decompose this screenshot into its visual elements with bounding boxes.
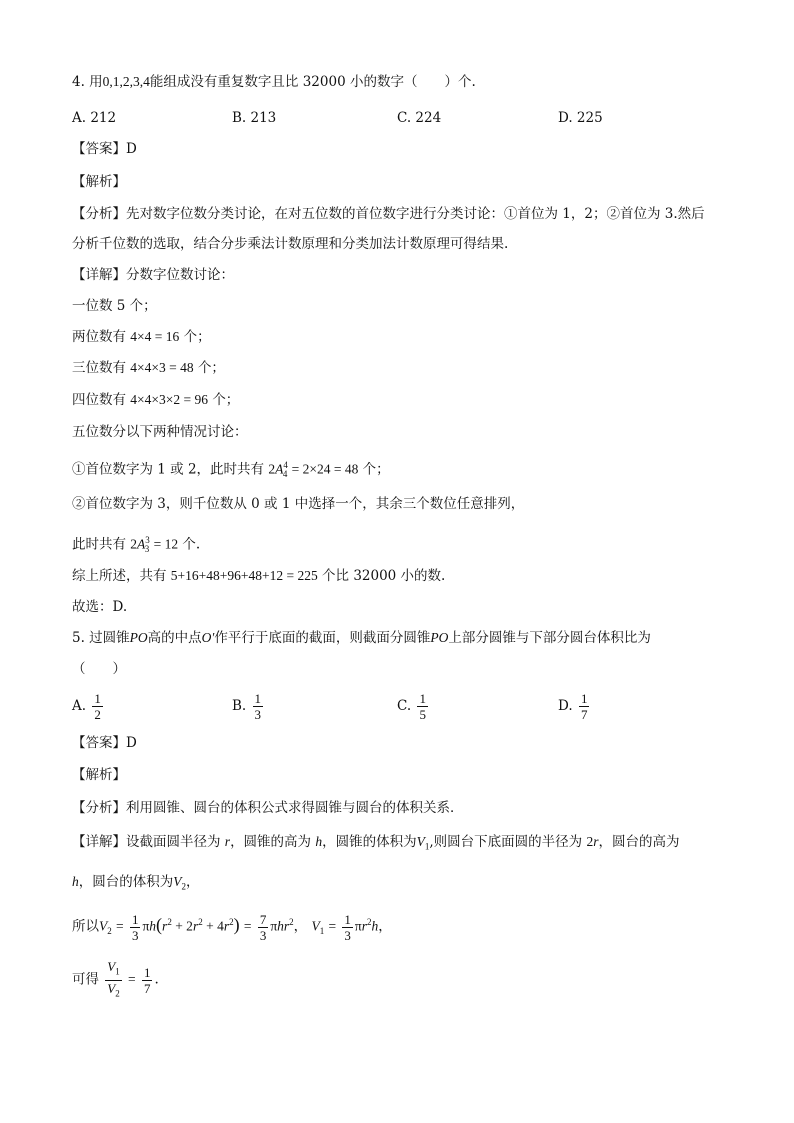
q4-stem: 4. 用0,1,2,3,4能组成没有重复数字且比 32000 小的数字（ ）个. bbox=[72, 74, 476, 90]
q4-line-7: ②首位数字为 3，则千位数从 0 或 1 中选择一个，其余三个数位任意排列， bbox=[72, 496, 525, 512]
q5-formula-line: 所以$V_2$ = $\frac{1}{3}$ $\pi h(r^2 + 2r^2 + 4r^2)$ = $\frac{7}{3}$ πhr$^2$， $V_1$ = $\frac{1}{3}$ $\pi r^2h$， bbox=[72, 911, 392, 943]
q5-option-b: B. $\frac{1}{3}$ bbox=[232, 691, 262, 722]
q4-xiangjie: 【详解】分数字位数讨论： bbox=[72, 267, 234, 283]
q5-fenxi: 【分析】利用圆锥、圆台的体积公式求得圆锥与圆台的体积关系． bbox=[72, 800, 464, 816]
q4-line-5: 五位数分以下两种情况讨论： bbox=[72, 424, 248, 440]
q4-fenxi: 【分析】先对数字位数分类讨论，在对五位数的首位数字进行分类讨论：①首位为 1，2；②首位为 3.然后 bbox=[72, 206, 705, 222]
q5-options bbox=[72, 688, 722, 728]
q5-result-line: 可得 $\frac{V_1}{V_2}$ = $\frac{1}{7}$ . bbox=[72, 959, 159, 999]
q4-line-1: 一位数 5 个； bbox=[72, 298, 157, 314]
q5-xiangjie-2: h，圆台的体积为$V_2$， bbox=[72, 874, 200, 892]
q5-option-a: A. $\frac{1}{2}$ bbox=[72, 691, 101, 722]
q4-option-a: A. 212 bbox=[72, 110, 117, 126]
q4-options bbox=[72, 108, 722, 138]
q5-xiangjie: 【详解】设截面圆半径为 r，圆锥的高为 h，圆锥的体积为$V_1$,则圆台下底面圆的半径为 2r，圆台的高为 bbox=[72, 834, 680, 852]
q4-fenxi-cont: 分析千位数的选取，结合分步乘法计数原理和分类加法计数原理可得结果. bbox=[72, 236, 509, 252]
q4-line-9: 综上所述，共有 5+16+48+96+48+12 = 225 个比 32000 小的数. bbox=[72, 568, 446, 584]
q5-stem-paren: （ ） bbox=[72, 661, 126, 677]
q5-option-c: C. $\frac{1}{5}$ bbox=[397, 691, 426, 722]
q5-option-d: D. $\frac{1}{7}$ bbox=[558, 691, 588, 722]
q4-analysis-label: 【解析】 bbox=[72, 174, 126, 190]
q4-line-4: 四位数有 4×4×3×2 = 96 个； bbox=[72, 392, 240, 408]
q4-line-8: 此时共有 $2A^3_3 = 12$ 个. bbox=[72, 535, 201, 555]
q4-line-10: 故选：D. bbox=[72, 599, 128, 615]
q4-line-3: 三位数有 4×4×3 = 48 个； bbox=[72, 360, 225, 376]
q5-analysis-label: 【解析】 bbox=[72, 767, 126, 783]
q4-line-6: ①首位数字为 1 或 2，此时共有 $2A^4_4 = 2\times 24 = 48$ 个； bbox=[72, 460, 390, 480]
q4-option-d: D. 225 bbox=[558, 110, 603, 126]
q4-answer: 【答案】D bbox=[72, 141, 137, 157]
q5-stem: 5. 过圆锥PO高的中点O′作平行于底面的截面，则截面分圆锥PO上部分圆锥与下部分圆台体积比为 bbox=[72, 630, 651, 646]
q4-option-b: B. 213 bbox=[232, 110, 277, 126]
q5-answer: 【答案】D bbox=[72, 735, 137, 751]
q4-option-c: C. 224 bbox=[397, 110, 442, 126]
q4-line-2: 两位数有 4×4 = 16 个； bbox=[72, 329, 211, 345]
